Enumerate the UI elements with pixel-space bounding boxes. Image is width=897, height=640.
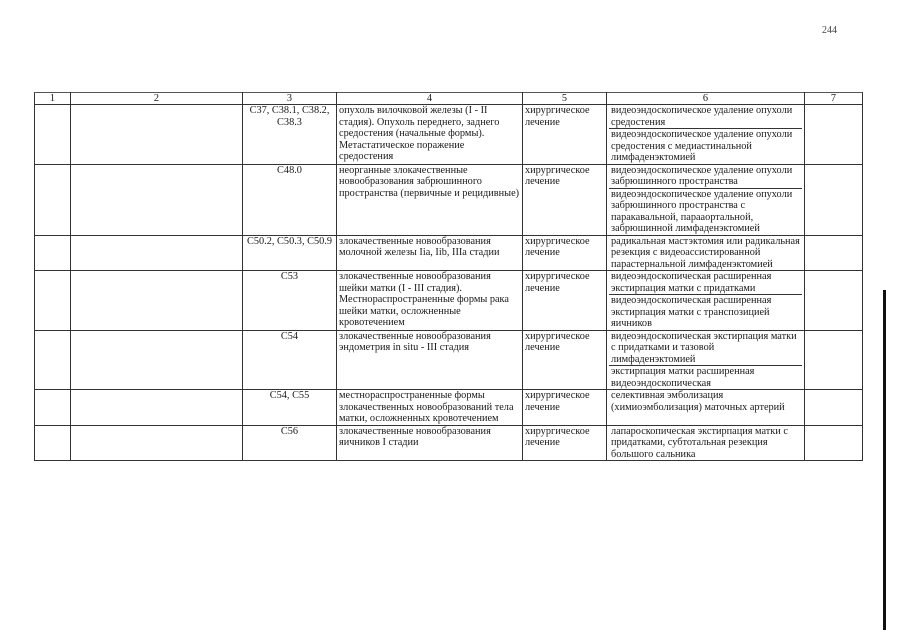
icd-code-cell: C56 — [243, 425, 337, 461]
method-item: видеоэндоскопическое удаление опухоли средостения — [609, 105, 802, 129]
column-header: 2 — [71, 93, 243, 105]
method-cell — [607, 330, 805, 390]
method-cell — [607, 235, 805, 271]
empty-cell — [35, 330, 71, 390]
empty-cell — [805, 425, 863, 461]
treatment-type-cell: хирургическое лечение — [523, 390, 607, 426]
method-cell — [607, 105, 805, 165]
table-row — [35, 390, 863, 426]
treatment-type-cell: хирургическое лечение — [523, 425, 607, 461]
icd-code-cell: C53 — [243, 271, 337, 331]
empty-cell — [35, 164, 71, 235]
table-row — [35, 235, 863, 271]
method-cell — [607, 390, 805, 426]
empty-cell — [35, 271, 71, 331]
diagnosis-cell: злокачественные новообразования яичников I стадии — [337, 425, 523, 461]
empty-cell — [71, 390, 243, 426]
icd-code-cell: C37, C38.1, C38.2, C38.3 — [243, 105, 337, 165]
empty-cell — [805, 164, 863, 235]
diagnosis-cell: местнораспространенные формы злокачественных новообразований тела матки, осложненных кровотечением — [337, 390, 523, 426]
empty-cell — [35, 235, 71, 271]
scan-edge-line — [883, 290, 886, 630]
treatment-type-cell: хирургическое лечение — [523, 271, 607, 331]
icd-code-cell: C54, C55 — [243, 390, 337, 426]
column-header: 4 — [337, 93, 523, 105]
column-header: 6 — [607, 93, 805, 105]
medical-procedures-table — [34, 92, 863, 461]
method-item: видеоэндоскопическая экстирпация матки с придатками и тазовой лимфаденэктомией — [609, 331, 802, 367]
method-item: экстирпация матки расширенная видеоэндоскопическая — [611, 366, 755, 389]
empty-cell — [71, 271, 243, 331]
method-item: видеоэндоскопическое удаление опухоли забрюшинного пространства — [609, 165, 802, 189]
column-header: 1 — [35, 93, 71, 105]
diagnosis-cell: опухоль вилочковой железы (I - II стадия). Опухоль переднего, заднего средостения (начальные формы). Метастатическое поражение средостения — [337, 105, 523, 165]
empty-cell — [805, 105, 863, 165]
table-row — [35, 271, 863, 331]
empty-cell — [35, 105, 71, 165]
empty-cell — [805, 235, 863, 271]
method-cell — [607, 271, 805, 331]
treatment-type-cell: хирургическое лечение — [523, 235, 607, 271]
treatment-type-cell: хирургическое лечение — [523, 105, 607, 165]
empty-cell — [805, 271, 863, 331]
empty-cell — [805, 390, 863, 426]
method-item: видеоэндоскопическая расширенная экстирпация матки с придатками — [609, 271, 802, 295]
method-item: лапароскопическая экстирпация матки с придатками, субтотальная резекция большого сальника — [611, 425, 788, 460]
diagnosis-cell: неорганные злокачественные новообразования забрюшинного пространства (первичные и рецидивные) — [337, 164, 523, 235]
empty-cell — [35, 390, 71, 426]
method-cell — [607, 425, 805, 461]
method-cell — [607, 164, 805, 235]
icd-code-cell: C50.2, C50.3, C50.9 — [243, 235, 337, 271]
empty-cell — [71, 105, 243, 165]
table-row — [35, 425, 863, 461]
table-row — [35, 164, 863, 235]
method-item: видеоэндоскопическое удаление опухоли забрюшинного пространства с паракавальной, парааортальной, забрюшинной лимфаденэктомией — [611, 188, 793, 234]
empty-cell — [71, 425, 243, 461]
diagnosis-cell: злокачественные новообразования эндометрия in situ - III стадия — [337, 330, 523, 390]
empty-cell — [805, 330, 863, 390]
method-item: радикальная мастэктомия или радикальная резекция с видеоассистированной парастернальной лимфаденэктомией — [611, 235, 800, 270]
diagnosis-cell: злокачественные новообразования шейки матки (I - III стадия). Местнораспространенные формы рака шейки матки, осложненные кровотечением — [337, 271, 523, 331]
empty-cell — [35, 425, 71, 461]
treatment-type-cell: хирургическое лечение — [523, 330, 607, 390]
empty-cell — [71, 235, 243, 271]
icd-code-cell: C48.0 — [243, 164, 337, 235]
diagnosis-cell: злокачественные новообразования молочной железы Iia, Iib, IIIa стадии — [337, 235, 523, 271]
column-number-row — [35, 93, 863, 105]
column-header: 7 — [805, 93, 863, 105]
method-item: видеоэндоскопическое удаление опухоли средостения с медиастинальной лимфаденэктомией — [611, 129, 793, 163]
method-item: видеоэндоскопическая расширенная экстирпация матки с транспозицией яичников — [611, 295, 772, 329]
column-header: 3 — [243, 93, 337, 105]
empty-cell — [71, 164, 243, 235]
table-row — [35, 330, 863, 390]
method-item: селективная эмболизация (химиоэмболизация) маточных артерий — [611, 390, 785, 413]
column-header: 5 — [523, 93, 607, 105]
empty-cell — [71, 330, 243, 390]
table-row — [35, 105, 863, 165]
page-number: 244 — [822, 25, 837, 36]
treatment-type-cell: хирургическое лечение — [523, 164, 607, 235]
icd-code-cell: C54 — [243, 330, 337, 390]
